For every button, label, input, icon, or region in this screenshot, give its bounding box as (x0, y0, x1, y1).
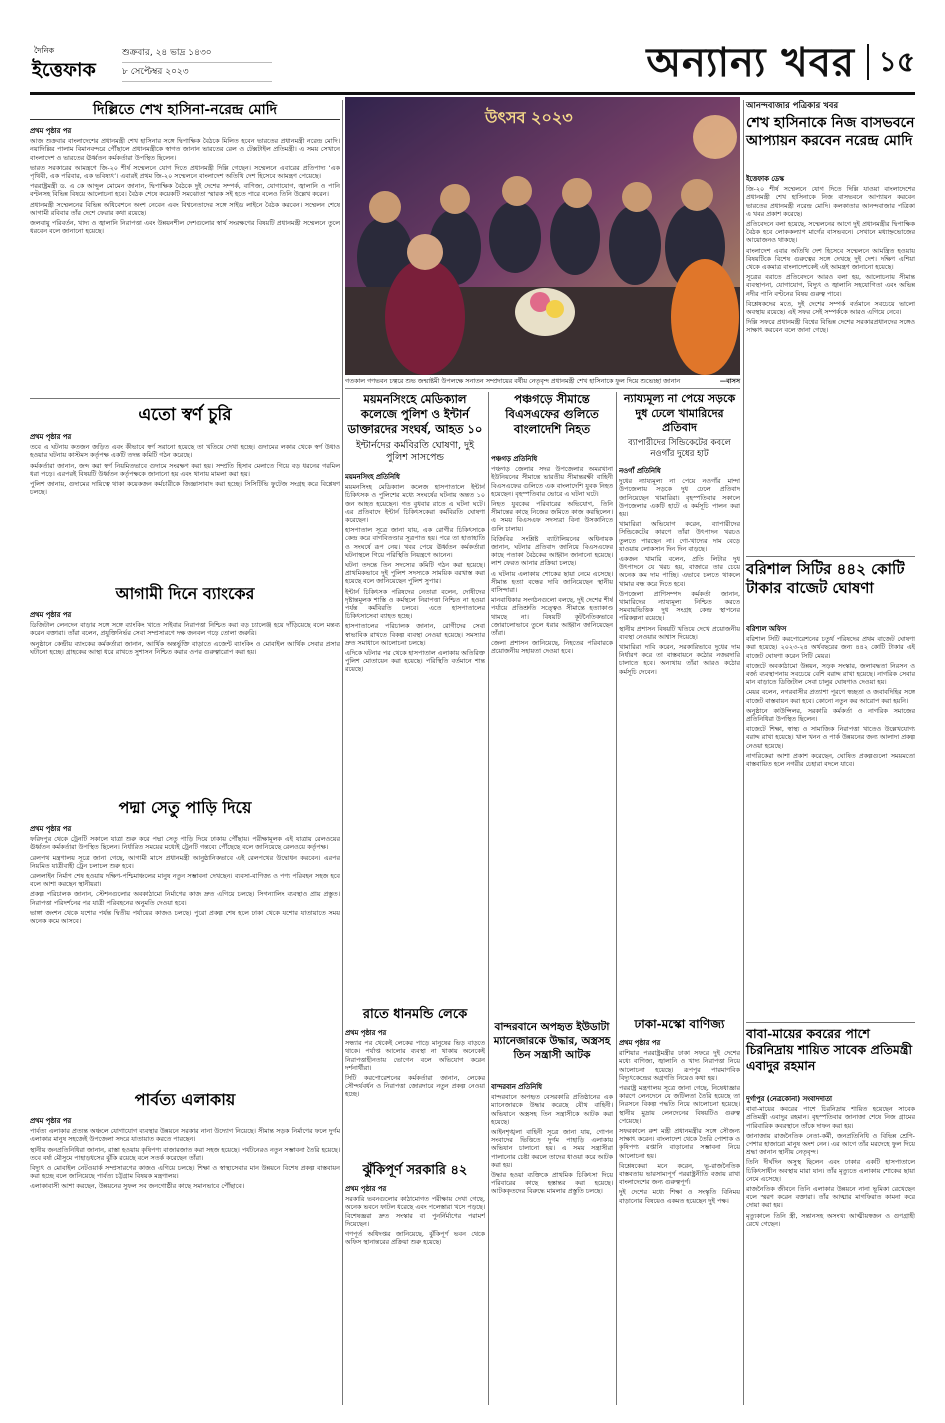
padma-headline: পদ্মা সেতু পাড়ি দিয়ে (118, 798, 252, 817)
mymensingh-headline: ময়মনসিংহে মেডিক্যাল কলেজে পুলিশ ও ইন্টার্ন ডাক্তারদের সংঘর্ষ, আহত ১০ (347, 392, 483, 436)
obituary-para: জানাজায় রাজনৈতিক নেতা-কর্মী, জনপ্রতিনিধি ও বিভিন্ন শ্রেণি-পেশার হাজারো মানুষ অংশ নেন। এর আগে তাঁর মরদেহে ফুল দিয়ে শ্রদ্ধা জানান স্থানীয় নেতৃবৃন্দ। (746, 1131, 915, 1157)
lead-para: প্রধানমন্ত্রী সম্মেলনের বিভিন্ন অধিবেশনে অংশ নেবেন এবং বিশ্বনেতাদের সঙ্গে সাইড লাইনে বৈঠক করবেন। সম্মেলন শেষে আগামী রবিবার তাঁর দেশে ফেরার কথা রয়েছে। (30, 200, 340, 217)
padma-para: রেললাইন নির্মাণ শেষ হওয়ায় দক্ষিণ-পশ্চিমাঞ্চলের মানুষ নতুন সম্ভাবনা দেখছেন। ব্যবসা-বাণিজ্য ও পণ্য পরিবহন সহজ হবে বলে আশা করছেন স্থানীয়রা। (30, 872, 340, 889)
newspaper-logo (30, 42, 108, 82)
barishal-para: বাজেটে অবকাঠামো উন্নয়ন, সড়ক সংস্কার, জলাবদ্ধতা নিরসন ও বর্জ্য ব্যবস্থাপনায় সবচেয়ে বেশি বরাদ্দ রাখা হয়েছে। নাগরিক সেবার মান বাড়াতে ডিজিটাল সেবা চালুর ঘোষণাও দেওয়া হয়। (746, 661, 915, 687)
lead-para: পররাষ্ট্রমন্ত্রী ড. এ কে আব্দুল মোমেন জানান, দ্বিপাক্ষিক বৈঠকে দুই দেশের সম্পর্ক, বাণিজ্য, যোগাযোগ, জ্বালানি ও পানি বণ্টনসহ বিভিন্ন বিষয়ে আলোচনা হবে। বৈঠক শেষে কয়েকটি সমঝোতা স্মারক সই হতে পারে বলেও তিনি উল্লেখ করেন। (30, 182, 340, 199)
page-number: ১৫ (867, 44, 915, 80)
divider (746, 556, 915, 557)
date-bengali: শুক্রবার, ২৪ ভাদ্র ১৪৩০ (122, 44, 272, 63)
lead-para: আজ শুক্রবার বাংলাদেশের প্রধানমন্ত্রী শেখ হাসিনার সঙ্গে দ্বিপাক্ষিক বৈঠকে মিলিত হবেন ভারতের প্রধানমন্ত্রী নরেন্দ্র মোদি। নয়াদিল্লির পালাম বিমানবন্দরে পৌঁছালে প্রধানমন্ত্রীকে স্বাগত জানান ভারতের রেল ও টেক্সটাইল প্রতিমন্ত্রী। এ সময় সেখানে বাংলাদেশ ও ভারতের ঊর্ধ্বতন কর্মকর্তারা উপস্থিত ছিলেন। (30, 137, 340, 162)
ananda-headline: শেখ হাসিনাকে নিজ বাসভবনে আপ্যায়ন করবেন নরেন্দ্র মোদি (746, 115, 915, 149)
section-title: অন্যান্য খবর (646, 39, 855, 86)
border-para: নিহত যুবকের পরিবারের অভিযোগ, তিনি সীমান্তের কাছে নিজের জমিতে কাজ করছিলেন। এ সময় বিএসএফ সদস্যরা বিনা উসকানিতে গুলি চালায়। (491, 500, 613, 533)
hill-para: বিদ্যুৎ ও মোবাইল নেটওয়ার্ক সম্প্রসারণের কাজও এগিয়ে চলছে। শিক্ষা ও স্বাস্থ্যসেবার মান উন্নয়নে বিশেষ প্রকল্প বাস্তবায়ন করা হচ্ছে বলে জানিয়েছে পার্বত্য চট্টগ্রাম বিষয়ক মন্ত্রণালয়। (30, 1164, 340, 1181)
bank-para: অনুষ্ঠানে কেন্দ্রীয় ব্যাংকের কর্মকর্তারা জানান, আর্থিক অন্তর্ভুক্তি বাড়াতে এজেন্ট ব্যাংকিং ও মোবাইল আর্থিক সেবার প্রসার ঘটানো হচ্ছে। গ্রাহকের আস্থা ধরে রাখতে সুশাসন নিশ্চিত করার ওপর গুরুত্বারোপ করা হয়। (30, 639, 340, 656)
barishal-byline: বরিশাল অফিস (746, 625, 787, 633)
obituary-para: রাজনৈতিক জীবনে তিনি এলাকার উন্নয়নে নানা ভূমিকা রেখেছেন বলে স্মরণ করেন বক্তারা। তাঁর আত্মার মাগফিরাত কামনা করে দোয়া করা হয়। (746, 1185, 915, 1210)
lead-article (30, 124, 340, 392)
ananda-para: বাংলাদেশ এবার অতিথি দেশ হিসেবে সম্মেলনে আমন্ত্রিত হওয়ায় বিষয়টিকে বিশেষ গুরুত্বের সঙ্গে দেখছে দুই দেশ। দক্ষিণ এশিয়া থেকে একমাত্র বাংলাদেশকেই এই আমন্ত্রণ জানানো হয়েছে। (746, 246, 915, 272)
photo-banner-text: উৎসব ২০২৩ (485, 108, 573, 127)
mymensingh-byline: ময়মনসিংহ প্রতিনিধি (345, 473, 400, 481)
border-para: এ ঘটনায় এলাকায় শোকের ছায়া নেমে এসেছে। সীমান্ত হত্যা বন্ধের দাবি জানিয়েছেন স্থানীয় বাসিন্দারা। (491, 569, 613, 595)
dhaka-moscow-para: সফরকালে রুশ মন্ত্রী প্রধানমন্ত্রীর সঙ্গে সৌজন্য সাক্ষাৎ করেন। বাংলাদেশ থেকে তৈরি পোশাক ও কৃষিপণ্য রপ্তানি বাড়ানোর সম্ভাবনা নিয়ে আলোচনা হয়। (619, 1127, 740, 1160)
risk-kicker: প্রথম পৃষ্ঠার পর (345, 1185, 387, 1193)
gold-headline: এতো স্বর্ণ চুরি (138, 405, 232, 425)
obituary-headline: বাবা-মায়ের কবরের পাশে চিরনিদ্রায় শায়িত সাবেক প্রতিমন্ত্রী এবাদুর রহমান (746, 1026, 913, 1073)
milk-byline: নওগাঁ প্রতিনিধি (619, 467, 661, 475)
ananda-para: সূত্রের বরাতে প্রতিবেদনে আরও বলা হয়, আলোচনায় সীমান্ত ব্যবস্থাপনা, যোগাযোগ, বিদ্যুৎ ও জ্বালানি সহযোগিতা এবং অভিন্ন নদীর পানি বণ্টনের বিষয় গুরুত্ব পাবে। (746, 273, 915, 298)
hill-para: স্থানীয় জনপ্রতিনিধিরা জানান, রাস্তা হওয়ায় কৃষিপণ্য বাজারজাত করা সহজ হয়েছে। পর্যটনেরও নতুন সম্ভাবনা তৈরি হয়েছে। তবে বর্ষা মৌসুমে পাহাড়ধসের ঝুঁকি রয়েছে বলে সতর্ক করেছেন তাঁরা। (30, 1145, 340, 1162)
padma-article (30, 822, 340, 1084)
milk-para: একজন খামারি বলেন, প্রতি লিটার দুধ উৎপাদনে যে খরচ হয়, বাজারে তার চেয়ে অনেক কম দাম পাচ্ছি। এভাবে চলতে থাকলে খামার বন্ধ করে দিতে হবে। (619, 555, 740, 588)
barishal-para: বরিশাল সিটি করপোরেশনের চতুর্থ পরিষদের প্রথম বাজেট ঘোষণা করা হয়েছে। ২০২৩-২৪ অর্থবছরের জন্য ৪৪২ কোটি টাকার এই বাজেট ঘোষণা করেন সিটি মেয়র। (746, 635, 915, 660)
bank-article (30, 608, 340, 792)
barishal-para: মেয়র বলেন, নগরবাসীর প্রত্যাশা পূরণে স্বচ্ছতা ও জবাবদিহির সঙ্গে বাজেট বাস্তবায়ন করা হবে। কোনো নতুন কর আরোপ করা হয়নি। (746, 688, 915, 705)
hill-headline: পার্বত্য এলাকায় (134, 1090, 236, 1109)
border-article (491, 452, 613, 1012)
border-para: পঞ্চগড় জেলার সদর উপজেলার অমরখানা ইউনিয়নের সীমান্তে ভারতীয় সীমান্তরক্ষী বাহিনী বিএসএফের গুলিতে এক বাংলাদেশি যুবক নিহত হয়েছেন। বৃহস্পতিবার ভোরে এ ঘটনা ঘটে। (491, 465, 613, 498)
mymensingh-para: ময়মনসিংহ মেডিক্যাল কলেজ হাসপাতালে ইন্টার্ন চিকিৎসক ও পুলিশের মধ্যে সংঘর্ষের ঘটনায় অন্তত ১০ জন আহত হয়েছেন। গত বুধবার রাতে এ ঘটনা ঘটে। এর প্রতিবাদে ইন্টার্ন চিকিৎসকেরা কর্মবিরতি ঘোষণা করেছেন। (345, 483, 485, 525)
mymensingh-subheadline: ইন্টার্নদের কর্মবিরতি ঘোষণা, দুই পুলিশ সাসপেন্ড (355, 440, 475, 463)
milk-para: উপজেলা প্রাণিসম্পদ কর্মকর্তা জানান, খামারিদের ন্যায্যমূল্য নিশ্চিত করতে সমবায়ভিত্তিক দুধ সংগ্রহ কেন্দ্র স্থাপনের পরিকল্পনা রয়েছে। (619, 589, 740, 623)
barishal-para: অনুষ্ঠানে কাউন্সিলর, সরকারি কর্মকর্তা ও নাগরিক সমাজের প্রতিনিধিরা উপস্থিত ছিলেন। (746, 706, 915, 724)
bandarban-byline: বান্দরবান প্রতিনিধি (491, 1083, 542, 1091)
padma-para: রেলপথ মন্ত্রণালয় সূত্রে জানা গেছে, আগামী মাসে প্রধানমন্ত্রী আনুষ্ঠানিকভাবে এই রেলপথের উদ্বোধন করবেন। এরপর নিয়মিত যাত্রীবাহী ট্রেন চলাচল শুরু হবে। (30, 853, 340, 870)
dhaka-moscow-article (619, 1036, 740, 1404)
risk-para: সরকারি ভবনগুলোর কাঠামোগত পরীক্ষায় দেখা গেছে, অনেক ভবনে ফাটল ধরেছে এবং পলেস্তারা খসে পড়ছে। বিশেষজ্ঞরা দ্রুত সংস্কার বা পুনর্নির্মাণের পরামর্শ দিয়েছেন। (345, 1195, 485, 1228)
gold-para: পুলিশ জানায়, গুদামের দায়িত্বে থাকা কয়েকজন কর্মচারীকে জিজ্ঞাসাবাদ করা হচ্ছে। সিসিটিভি ফুটেজ সংগ্রহ করে বিশ্লেষণ চলছে। (30, 480, 340, 497)
milk-para: দুধের ন্যায্যমূল্য না পেয়ে নওগাঁর মান্দা উপজেলায় সড়কে দুধ ঢেলে প্রতিবাদ জানিয়েছেন খামারিরা। বৃহস্পতিবার সকালে উপজেলার একটি হাটে এ কর্মসূচি পালন করা হয়। (619, 477, 740, 519)
border-para: মানবাধিকার সংগঠনগুলো বলছে, দুই দেশের শীর্ষ পর্যায়ে প্রতিশ্রুতি সত্ত্বেও সীমান্তে হত্যাকাণ্ড থামছে না। বিষয়টি কূটনৈতিকভাবে জোরালোভাবে তুলে ধরার আহ্বান জানিয়েছেন তাঁরা। (491, 596, 613, 638)
column-divider (488, 392, 489, 1405)
padma-para: ফরিদপুর থেকে ট্রেনটি সকালে যাত্রা শুরু করে পদ্মা সেতু পাড়ি দিয়ে ঢাকায় পৌঁছায়। পরীক্ষামূলক এই যাত্রায় রেলওয়ের ঊর্ধ্বতন কর্মকর্তারা উপস্থিত ছিলেন। নির্ধারিত সময়ের মধ্যেই ট্রেনটি গন্তব্যে পৌঁছেছে বলে জানিয়েছে রেলওয়ে কর্তৃপক্ষ। (30, 835, 340, 852)
dhaka-moscow-para: পররাষ্ট্র মন্ত্রণালয় সূত্রে জানা গেছে, নিষেধাজ্ঞার কারণে লেনদেনে যে জটিলতা তৈরি হয়েছে তা নিরসনে বিকল্প পদ্ধতি নিয়ে আলোচনা হয়েছে। স্থানীয় মুদ্রায় লেনদেনের বিষয়টিও গুরুত্ব পেয়েছে। (619, 1084, 740, 1125)
dhaka-moscow-para: দুই দেশের মধ্যে শিক্ষা ও সংস্কৃতি বিনিময় বাড়ানোর বিষয়েও একমত হয়েছেন দুই পক্ষ। (619, 1188, 740, 1205)
padma-para: প্রকল্প পরিচালক জানান, স্টেশনগুলোর অবকাঠামো নির্মাণের কাজ দ্রুত এগিয়ে চলছে। সিগন্যালিং ব্যবস্থাও প্রায় প্রস্তুত। নিরাপত্তা পরিদর্শনের পর যাত্রী পরিবহনের অনুমতি দেওয়া হবে। (30, 890, 340, 907)
lake-headline: রাতে ধানমন্ডি লেকে (362, 1007, 468, 1022)
gold-kicker: প্রথম পৃষ্ঠার পর (30, 433, 72, 441)
column-divider (616, 392, 617, 1405)
masthead (30, 38, 915, 88)
gold-para: তবে এ ঘটনায় কতজন জড়িত এবং কীভাবে স্বর্ণ সরানো হয়েছে তা খতিয়ে দেখা হচ্ছে। গুদামের লকার থেকে স্বর্ণ উধাও হওয়ার ঘটনায় কাস্টমস কর্তৃপক্ষ একটি তদন্ত কমিটি গঠন করেছে। (30, 443, 340, 460)
dhaka-moscow-para: রাশিয়ার পররাষ্ট্রমন্ত্রীর ঢাকা সফরে দুই দেশের মধ্যে বাণিজ্য, জ্বালানি ও খাদ্য নিরাপত্তা নিয়ে আলোচনা হয়েছে। রূপপুর পারমাণবিক বিদ্যুৎকেন্দ্রের অগ্রগতি নিয়েও কথা হয়। (619, 1049, 740, 1082)
bank-kicker: প্রথম পৃষ্ঠার পর (30, 611, 72, 619)
border-para: জেলা প্রশাসন জানিয়েছে, নিহতের পরিবারকে প্রয়োজনীয় সহায়তা দেওয়া হবে। (491, 639, 613, 656)
risk-headline: ঝুঁকিপূর্ণ সরকারি ৪২ (362, 1163, 468, 1178)
ananda-para: বিশ্লেষকদের মতে, দুই দেশের সম্পর্ক বর্তমানে সবচেয়ে ভালো অবস্থায় রয়েছে। এই সফর সেই সম্পর্ককে আরও এগিয়ে নেবে। (746, 299, 915, 317)
date-english: ৮ সেপ্টেম্বর ২০২৩ (122, 63, 272, 82)
border-byline: পঞ্চগড় প্রতিনিধি (491, 455, 538, 463)
ananda-para: দিল্লি সফরে প্রধানমন্ত্রী বিশ্বের বিভিন্ন দেশের সরকারপ্রধানদের সঙ্গেও সাক্ষাৎ করবেন বলে জানা গেছে। (746, 318, 915, 335)
lake-para: সিটি করপোরেশনের কর্মকর্তারা জানান, লেকের সৌন্দর্যবর্ধন ও নিরাপত্তা জোরদারে নতুন প্রকল্প নেওয়া হচ্ছে। (345, 1074, 485, 1099)
ananda-byline: ইত্তেফাক ডেস্ক (746, 175, 784, 183)
mymensingh-para: হাসপাতালের পরিচালক জানান, রোগীদের সেবা স্বাভাবিক রাখতে বিকল্প ব্যবস্থা নেওয়া হয়েছে। সমস্যার দ্রুত সমাধানে আলোচনা চলছে। (345, 622, 485, 647)
bandarban-para: বান্দরবানে অপহৃত বেসরকারি প্রতিষ্ঠানের এক ম্যানেজারকে উদ্ধার করেছে যৌথ বাহিনী। অভিযানে অস্ত্রসহ তিন সন্ত্রাসীকে আটক করা হয়েছে। (491, 1093, 613, 1126)
lead-para: ভারত সরকারের আমন্ত্রণে জি-২০ শীর্ষ সম্মেলনে যোগ দিতে প্রধানমন্ত্রী দিল্লি গেছেন। সম্মেলনে এবারের প্রতিপাদ্য ‘এক পৃথিবী, এক পরিবার, এক ভবিষ্যৎ’। এবারই প্রথম জি-২০ সম্মেলনে বাংলাদেশ অতিথি দেশ হিসেবে আমন্ত্রণ পেয়েছে। (30, 163, 340, 181)
ananda-para: প্রতিবেদনে বলা হয়েছে, সম্মেলনের আগে দুই প্রধানমন্ত্রীর দ্বিপাক্ষিক বৈঠক হবে লোককল্যাণ মার্গের বাসভবনে। সেখানে মধ্যাহ্নভোজের আয়োজনও থাকছে। (746, 220, 915, 245)
bandarban-article (491, 1080, 613, 1404)
barishal-para: বাজেটে শিক্ষা, স্বাস্থ্য ও সামাজিক নিরাপত্তা খাতেও উল্লেখযোগ্য বরাদ্দ রাখা হয়েছে। খাল খনন ও পার্ক উন্নয়নের জন্য আলাদা প্রকল্প নেওয়া হয়েছে। (746, 725, 915, 750)
barishal-headline: বরিশাল সিটির ৪৪২ কোটি টাকার বাজেট ঘোষণা (746, 560, 905, 597)
lead-headline-box (30, 100, 340, 120)
lake-para: সন্ধ্যার পর থেকেই লেকের পাড়ে মানুষের ভিড় বাড়তে থাকে। পর্যাপ্ত আলোর ব্যবস্থা না থাকায় অনেকেই নিরাপত্তাহীনতায় ভোগেন বলে অভিযোগ করেন দর্শনার্থীরা। (345, 1039, 485, 1072)
obituary-article (746, 1092, 915, 1404)
border-para: বিজিবির সংশ্লিষ্ট ব্যাটালিয়নের অধিনায়ক জানান, ঘটনার প্রতিবাদ জানিয়ে বিএসএফের কাছে পতাকা বৈঠকের আহ্বান জানানো হয়েছে। লাশ ফেরত আনার প্রক্রিয়া চলছে। (491, 534, 613, 568)
logo-big-text: ইত্তেফাক (32, 59, 96, 81)
milk-para: খামারিরা অভিযোগ করেন, ব্যাপারীদের সিন্ডিকেটের কারণে তাঁরা উৎপাদন খরচও তুলতে পারছেন না। গো-খাদ্যের দাম বেড়ে যাওয়ায় লোকসান দিন দিন বাড়ছে। (619, 520, 740, 553)
obituary-para: তিনি দীর্ঘদিন অসুস্থ ছিলেন এবং ঢাকার একটি হাসপাতালে চিকিৎসাধীন অবস্থায় মারা যান। তাঁর মৃত্যুতে এলাকায় শোকের ছায়া নেমে এসেছে। (746, 1158, 915, 1183)
ananda-para: জি-২০ শীর্ষ সম্মেলনে যোগ দিতে দিল্লি যাওয়া বাংলাদেশের প্রধানমন্ত্রী শেখ হাসিনাকে নিজ বাসভবনে আপ্যায়ন করবেন ভারতের প্রধানমন্ত্রী নরেন্দ্র মোদি। কলকাতার আনন্দবাজার পত্রিকা এ খবর প্রকাশ করেছে। (746, 185, 915, 218)
lake-kicker: প্রথম পৃষ্ঠার পর (345, 1029, 387, 1037)
barishal-article (746, 622, 915, 1018)
masthead-rule (30, 92, 915, 95)
milk-para: স্থানীয় প্রশাসন বিষয়টি খতিয়ে দেখে প্রয়োজনীয় ব্যবস্থা নেওয়ার আশ্বাস দিয়েছে। (619, 624, 740, 641)
gold-para: কর্মকর্তারা জানান, জব্দ করা স্বর্ণ নিয়মিতভাবে গুদামে সংরক্ষণ করা হয়। সম্প্রতি হিসাব মেলাতে গিয়ে বড় ধরনের গরমিল ধরা পড়ে। এরপরই বিষয়টি উর্ধ্বতন কর্তৃপক্ষকে জানানো হয় এবং থানায় মামলা করা হয়। (30, 461, 340, 478)
bank-para: ডিজিটাল লেনদেন বাড়ার সঙ্গে সঙ্গে ব্যাংকিং খাতে সাইবার নিরাপত্তা নিশ্চিত করা বড় চ্যালেঞ্জ হয়ে দাঁড়িয়েছে বলে মন্তব্য করেন বক্তারা। তাঁরা বলেন, প্রযুক্তিনির্ভর সেবা সম্প্রসারণে দক্ষ জনবল গড়ে তোলা জরুরি। (30, 621, 340, 638)
bandarban-para: আইনশৃঙ্খলা বাহিনী সূত্রে জানা যায়, গোপন সংবাদের ভিত্তিতে দুর্গম পাহাড়ি এলাকায় অভিযান চালানো হয়। এ সময় সন্ত্রাসীরা পালানোর চেষ্টা করলে তাদের ধাওয়া করে আটক করা হয়। (491, 1128, 613, 1169)
mymensingh-para: এদিকে ঘটনার পর থেকে হাসপাতাল এলাকায় অতিরিক্ত পুলিশ মোতায়েন করা হয়েছে। পরিস্থিতি বর্তমানে শান্ত রয়েছে। (345, 649, 485, 674)
column-divider (342, 100, 343, 1405)
column-divider (743, 100, 744, 1405)
padma-para: ভাঙ্গা জংশন থেকে যশোর পর্যন্ত দ্বিতীয় পর্যায়ের কাজও চলছে। পুরো প্রকল্প শেষ হলে ঢাকা থেকে যশোর যাতায়াতে সময় অনেক কমে আসবে। (30, 908, 340, 926)
divider (746, 1022, 915, 1023)
mymensingh-para: ঘটনা তদন্তে তিন সদস্যের কমিটি গঠন করা হয়েছে। প্রাথমিকভাবে দুই পুলিশ সদস্যকে সাময়িক বরখাস্ত করা হয়েছে বলে জানিয়েছেন পুলিশ সুপার। (345, 561, 485, 586)
risk-para: গণপূর্ত অধিদপ্তর জানিয়েছে, ঝুঁকিপূর্ণ ভবন থেকে অফিস স্থানান্তরের প্রক্রিয়া শুরু হয়েছে। (345, 1230, 485, 1247)
milk-headline: ন্যায্যমূল্য না পেয়ে সড়কে দুধ ঢেলে খামারিদের প্রতিবাদ (623, 392, 736, 434)
milk-article (619, 464, 740, 1012)
obituary-para: মৃত্যুকালে তিনি স্ত্রী, সন্তানসহ অসংখ্য আত্মীয়স্বজন ও গুণগ্রাহী রেখে গেছেন। (746, 1211, 915, 1228)
lead-kicker: প্রথম পৃষ্ঠার পর (30, 127, 72, 135)
risk-article (345, 1182, 485, 1404)
ananda-article (746, 172, 915, 552)
mymensingh-para: হাসপাতাল সূত্রে জানা যায়, এক রোগীর চিকিৎসাকে কেন্দ্র করে বাগবিতণ্ডার সূত্রপাত হয়। পরে তা হাতাহাতি ও সংঘর্ষে রূপ নেয়। খবর পেয়ে ঊর্ধ্বতন কর্মকর্তারা ঘটনাস্থলে গিয়ে পরিস্থিতি নিয়ন্ত্রণে আনেন। (345, 526, 485, 559)
obituary-para: বাবা-মায়ের কবরের পাশে চিরনিদ্রায় শায়িত হয়েছেন সাবেক প্রতিমন্ত্রী এবাদুর রহমান। বৃহস্পতিবার জানাজা শেষে নিজ গ্রামের পারিবারিক কবরস্থানে তাঁকে দাফন করা হয়। (746, 1105, 915, 1130)
lead-headline: দিল্লিতে শেখ হাসিনা-নরেন্দ্র মোদি (92, 102, 277, 118)
bandarban-para: উদ্ধার হওয়া ব্যক্তিকে প্রাথমিক চিকিৎসা দিয়ে পরিবারের কাছে হস্তান্তর করা হয়েছে। আটককৃতদের বিরুদ্ধে মামলার প্রস্তুতি চলছে। (491, 1171, 613, 1196)
obituary-byline: দুর্গাপুর (নেত্রকোনা) সংবাদদাতা (746, 1095, 832, 1103)
padma-kicker: প্রথম পৃষ্ঠার পর (30, 825, 72, 833)
hill-article (30, 1114, 340, 1404)
photo-caption (345, 377, 740, 389)
border-headline: পঞ্চগড়ে সীমান্তে বিএসএফের গুলিতে বাংলাদেশি নিহত (505, 392, 599, 436)
bandarban-headline: বান্দরবানে অপহৃত ইউডাটা ম্যানেজারকে উদ্ধার, অস্ত্রসহ তিন সন্ত্রাসী আটক (493, 1021, 611, 1061)
date-block (122, 44, 272, 82)
lake-article (345, 1026, 485, 1158)
caption-text: গতকাল গণভবন চত্বরে শুভ জন্মাষ্টমী উপলক্ষে সনাতন সম্প্রদায়ের বর্ষীয় নেতৃবৃন্দ প্রধানমন্ত্রী শেখ হাসিনাকে ফুল দিয়ে শুভেচ্ছা জানান (345, 377, 681, 385)
lead-para: জলবায়ু পরিবর্তন, খাদ্য ও জ্বালানি নিরাপত্তা এবং উন্নয়নশীল দেশগুলোর স্বার্থ সংরক্ষণের বিষয়টি প্রধানমন্ত্রী সম্মেলনে তুলে ধরবেন বলে জানানো হয়েছে। (30, 219, 340, 236)
milk-para: খামারিরা দাবি করেন, সরকারিভাবে দুধের দাম নির্ধারণ করে তা বাস্তবায়নে কঠোর নজরদারি চালাতে হবে। অন্যথায় তাঁরা আরও কঠোর কর্মসূচি দেবেন। (619, 643, 740, 676)
barishal-para: নাগরিকেরা আশা প্রকাশ করেছেন, ঘোষিত প্রকল্পগুলো সময়মতো বাস্তবায়িত হলে নগরীর চেহারা বদলে যাবে। (746, 751, 915, 769)
dhaka-moscow-kicker: প্রথম পৃষ্ঠার পর (619, 1039, 661, 1047)
mymensingh-article (345, 470, 485, 998)
milk-subheadline: ব্যাপারীদের সিন্ডিকেটের কবলে নওগাঁর দুধের হাট (628, 438, 731, 459)
hill-para: এলাকাবাসী আশা করছেন, উন্নয়নের সুফল সব জনগোষ্ঠীর কাছে সমানভাবে পৌঁছাবে। (30, 1182, 245, 1191)
bank-headline: আগামী দিনে ব্যাংকের (115, 584, 255, 603)
dhaka-moscow-para: বিশ্লেষকেরা মনে করেন, ভূ-রাজনৈতিক বাস্তবতায় ভারসাম্যপূর্ণ পররাষ্ট্রনীতি বজায় রাখা বাংলাদেশের জন্য গুরুত্বপূর্ণ। (619, 1161, 740, 1187)
caption-credit: —বাসস (719, 377, 740, 385)
hill-para: পার্বত্য এলাকার প্রত্যন্ত অঞ্চলে যোগাযোগ ব্যবস্থার উন্নয়নে সরকার নানা উদ্যোগ নিয়েছে। সীমান্ত সড়ক নির্মাণের ফলে দুর্গম এলাকার মানুষ সহজেই উপজেলা সদরে যাতায়াত করতে পারছেন। (30, 1127, 340, 1144)
dhaka-moscow-headline: ঢাকা-মস্কো বাণিজ্য (634, 1017, 725, 1031)
hill-kicker: প্রথম পৃষ্ঠার পর (30, 1117, 72, 1125)
gold-article (30, 430, 340, 578)
mymensingh-para: ইন্টার্ন চিকিৎসক পরিষদের নেতারা বলেন, দোষীদের দৃষ্টান্তমূলক শাস্তি ও কর্মস্থলে নিরাপত্তা নিশ্চিত না হওয়া পর্যন্ত কর্মবিরতি চলবে। এতে হাসপাতালের চিকিৎসাসেবা ব্যাহত হচ্ছে। (345, 587, 485, 621)
ananda-small-head: আনন্দবাজার পত্রিকার খবর (746, 101, 839, 111)
logo-small-text: দৈনিক (34, 46, 55, 55)
news-photo (345, 97, 740, 375)
divider (30, 398, 340, 399)
